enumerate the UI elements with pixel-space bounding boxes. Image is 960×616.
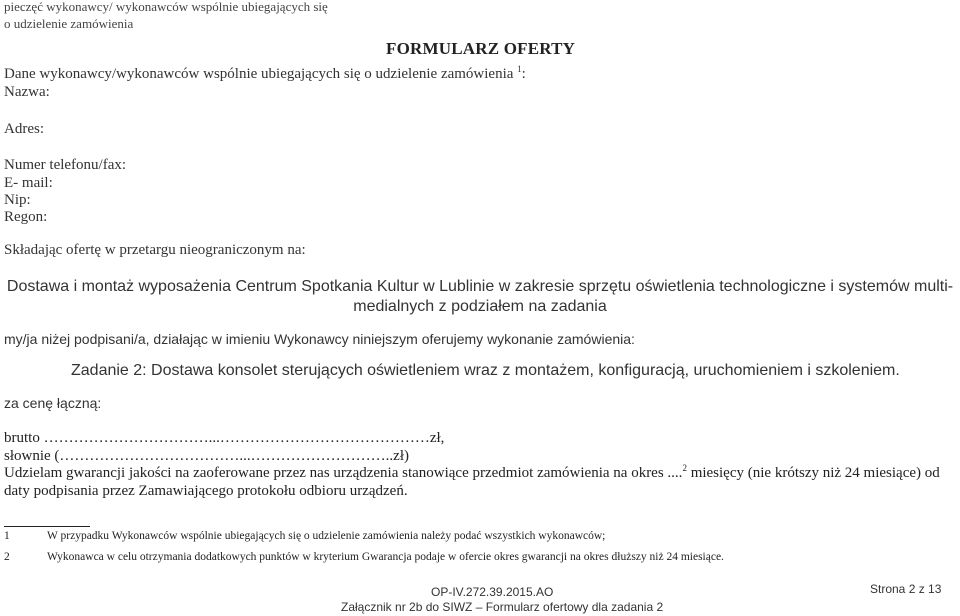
nip-label: Nip: [4,192,31,208]
price-in-words-field: słownie (………………………………...………………………..zł) [4,448,409,464]
page-title: FORMULARZ OFERTY [386,39,576,58]
contractor-intro: Dane wykonawcy/wykonawców wspólnie ubiegających się o udzielenie zamówienia $^1$: [4,64,526,82]
warranty-statement: Udzielam gwarancji jakości na zaoferowane przez nas urządzenia stanowiące przedmiot zamówienia na okres ....$^2$ miesięcy (nie krótszy niż 24 miesiące) od [4,463,940,481]
phone-label: Numer telefonu/fax: [4,157,127,173]
email-label: E- mail: [4,175,53,191]
price-label: za cenę łączną: [4,395,102,411]
address-label: Adres: [4,121,44,137]
footer-attachment: Załącznik nr 2b do SIWZ – Formularz ofertowy dla zadania 2 [341,600,664,614]
footnote-separator [4,526,90,527]
footnote-2-text: Wykonawca w celu otrzymania dodatkowych punktów w kryterium Gwarancja podaje w ofercie okres gwarancji na okres dłuższy niż 24 miesiące. [47,551,724,563]
footnote-ref-2: 2 [682,463,687,473]
footnote-ref-1: 1 [517,64,522,74]
footnote-1-text: W przypadku Wykonawców wspólnie ubiegających się o udzielenie zamówienia należy podać wszystkich wykonawców; [47,530,606,542]
regon-label: Regon: [4,209,48,225]
declaration: my/ja niżej podpisani/a, działając w imieniu Wykonawcy niniejszym oferujemy wykonanie zamówienia: [4,331,635,347]
task-description: Zadanie 2: Dostawa konsolet sterujących oświetleniem wraz z montażem, konfiguracją, uruchomieniem i szkoleniem. [71,362,900,379]
footnote-2-number: 2 [4,551,10,563]
tender-intro: Składając ofertę w przetargu nieograniczonym na: [4,242,306,258]
warranty-statement-line-2: daty podpisania przez Zamawiającego protokołu odbioru urządzeń. [4,483,408,499]
gross-price-field: brutto ……………………………...……………………………………zł, [4,430,445,446]
tender-subject: Dostawa i montaż wyposażenia Centrum Spotkania Kultur w Lublinie w zakresie sprzętu oświetlenia technologiczne i systemów multi-medialnych z podziałem na zadania [6,278,954,315]
footnote-1-number: 1 [4,530,10,542]
page-number: Strona 2 z 13 [870,582,942,596]
stamp-line-2: o udzielenie zamówienia [4,16,134,31]
stamp-line-1: pieczęć wykonawcy/ wykonawców wspólnie ubiegających się [4,0,328,14]
footer-reference: OP-IV.272.39.2015.AO [431,585,554,599]
name-label: Nazwa: [4,84,50,100]
